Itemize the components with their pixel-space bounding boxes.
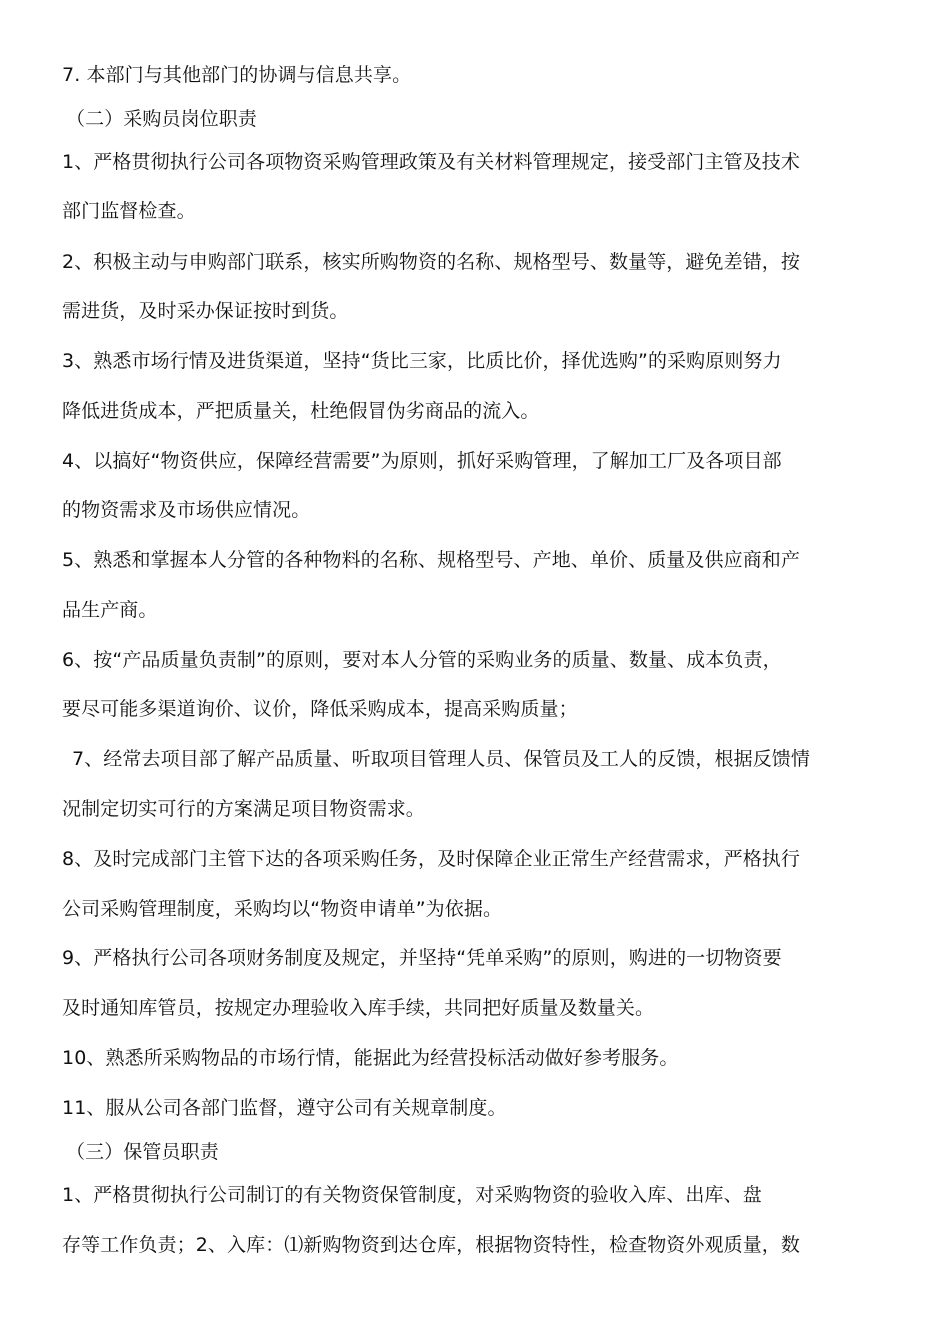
- buyer-duty-8-line-2: 公司采购管理制度，采购均以“物资申请单”为依据。: [62, 898, 503, 920]
- buyer-duty-1-line-1: 1、严格贯彻执行公司各项物资采购管理政策及有关材料管理规定，接受部门主管及技术: [62, 151, 800, 173]
- buyer-duty-5-line-1: 5、熟悉和掌握本人分管的各种物料的名称、规格型号、产地、单价、质量及供应商和产: [62, 549, 800, 571]
- buyer-duty-11: 11、服从公司各部门监督，遵守公司有关规章制度。: [62, 1097, 507, 1119]
- section-heading-keeper-duties: （三）保管员职责: [66, 1141, 219, 1163]
- section-heading-buyer-duties: （二）采购员岗位职责: [66, 108, 258, 130]
- buyer-duty-4-line-1: 4、以搞好“物资供应，保障经营需要”为原则，抓好采购管理，了解加工厂及各项目部: [62, 450, 782, 472]
- buyer-duty-1-line-2: 部门监督检查。: [62, 200, 196, 222]
- buyer-duty-2-line-1: 2、积极主动与申购部门联系，核实所购物资的名称、规格型号、数量等，避免差错，按: [62, 251, 800, 273]
- buyer-duty-3-line-2: 降低进货成本，严把质量关，杜绝假冒伪劣商品的流入。: [62, 400, 540, 422]
- buyer-duty-7-line-2: 况制定切实可行的方案满足项目物资需求。: [62, 798, 425, 820]
- buyer-duty-6-line-2: 要尽可能多渠道询价、议价，降低采购成本，提高采购质量；: [62, 698, 578, 720]
- buyer-duty-9-line-2: 及时通知库管员，按规定办理验收入库手续，共同把好质量及数量关。: [62, 997, 655, 1019]
- buyer-duty-2-line-2: 需进货，及时采办保证按时到货。: [62, 300, 349, 322]
- buyer-duty-5-line-2: 品生产商。: [62, 599, 158, 621]
- buyer-duty-8-line-1: 8、及时完成部门主管下达的各项采购任务，及时保障企业正常生产经营需求，严格执行: [62, 848, 800, 870]
- buyer-duty-6-line-1: 6、按“产品质量负责制”的原则，要对本人分管的采购业务的质量、数量、成本负责，: [62, 649, 782, 671]
- text-line-department-coordination: 7. 本部门与其他部门的协调与信息共享。: [62, 64, 412, 86]
- buyer-duty-10: 10、熟悉所采购物品的市场行情，能据此为经营投标活动做好参考服务。: [62, 1047, 679, 1069]
- buyer-duty-3-line-1: 3、熟悉市场行情及进货渠道，坚持“货比三家，比质比价，择优选购”的采购原则努力: [62, 350, 782, 372]
- buyer-duty-4-line-2: 的物资需求及市场供应情况。: [62, 499, 311, 521]
- buyer-duty-7-line-1: 7、经常去项目部了解产品质量、听取项目管理人员、保管员及工人的反馈，根据反馈情: [72, 748, 810, 770]
- buyer-duty-9-line-1: 9、严格执行公司各项财务制度及规定，并坚持“凭单采购”的原则，购进的一切物资要: [62, 947, 782, 969]
- keeper-duty-1-line-2: 存等工作负责；2、入库：⑴新购物资到达仓库，根据物资特性，检查物资外观质量，数: [62, 1234, 800, 1256]
- keeper-duty-1-line-1: 1、严格贯彻执行公司制订的有关物资保管制度，对采购物资的验收入库、出库、盘: [62, 1184, 762, 1206]
